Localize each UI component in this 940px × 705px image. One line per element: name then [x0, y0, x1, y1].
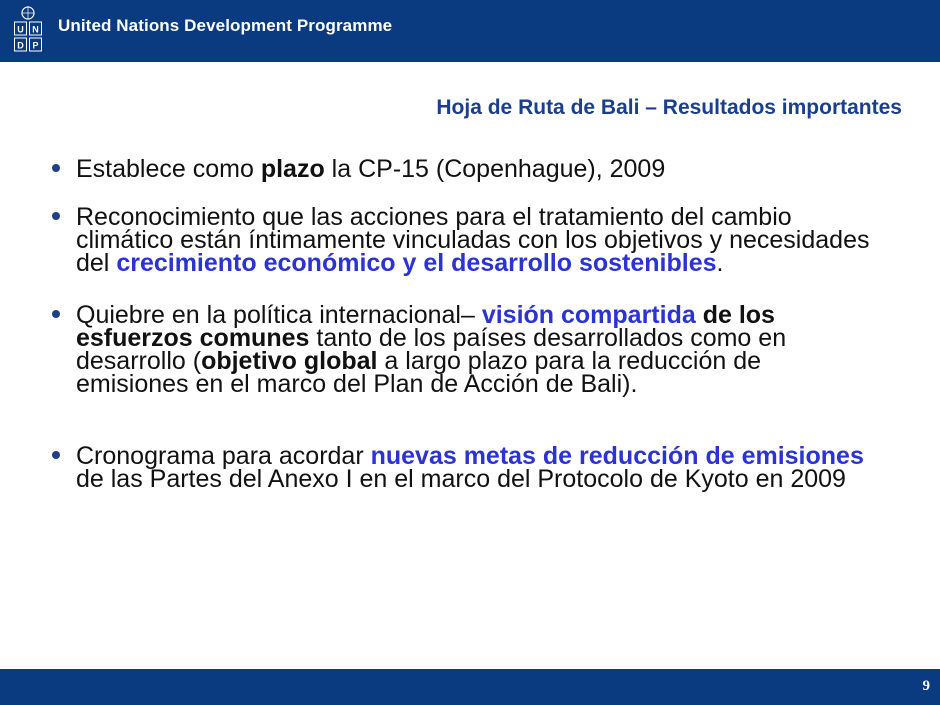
bullet-list [48, 150, 878, 491]
bullet-dot-icon [52, 212, 60, 220]
bullet-item [48, 203, 878, 277]
logo-letter: U [17, 24, 24, 35]
bullet-item [48, 155, 878, 183]
bullet-text: Quiebre en la política internacional– [76, 301, 482, 329]
bullet-text: a largo plazo para la reducción de emisiones en el marco del Plan de Acción de Bali). [76, 347, 762, 398]
bullet-text: de las Partes del Anexo I en el marco del Protocolo de Kyoto en 2009 [76, 465, 846, 493]
slide-title: Hoja de Ruta de Bali – Resultados importantes [436, 96, 902, 119]
highlighted-text: crecimiento económico y el desarrollo sostenibles [116, 249, 717, 277]
bullet-text: Reconocimiento que las acciones para el tratamiento del cambio climático están íntimamente vinculadas con los objetivos y necesidades del [76, 203, 870, 277]
logo-letter: N [32, 24, 39, 35]
highlighted-text: visión compartida [481, 301, 696, 329]
bullet-text: . [716, 249, 724, 277]
footer-bar [0, 669, 940, 705]
header-bar [0, 0, 940, 62]
bullet-item [48, 442, 878, 493]
bullet-text: Establece como [76, 155, 261, 183]
bullet-text: la CP-15 (Copenhague), 2009 [324, 155, 666, 183]
logo-letter: D [17, 40, 24, 51]
logo-letter: P [32, 40, 39, 51]
org-name: United Nations Development Programme [58, 16, 393, 35]
bullet-dot-icon [52, 310, 60, 318]
bold-text: objetivo global [201, 347, 378, 375]
bold-text: de los esfuerzos comunes [76, 301, 775, 352]
bold-text: plazo [260, 155, 325, 183]
undp-logo-icon [13, 6, 43, 54]
bullet-dot-icon [52, 164, 60, 172]
bullet-text: tanto de los países desarrollados como en desarrollo ( [76, 324, 787, 375]
highlighted-text: nuevas metas de reducción de emisiones [370, 442, 864, 470]
bullet-item [48, 301, 878, 398]
bullet-text: Cronograma para acordar [76, 442, 371, 470]
bullet-dot-icon [52, 451, 60, 459]
page-number: 9 [922, 678, 930, 694]
